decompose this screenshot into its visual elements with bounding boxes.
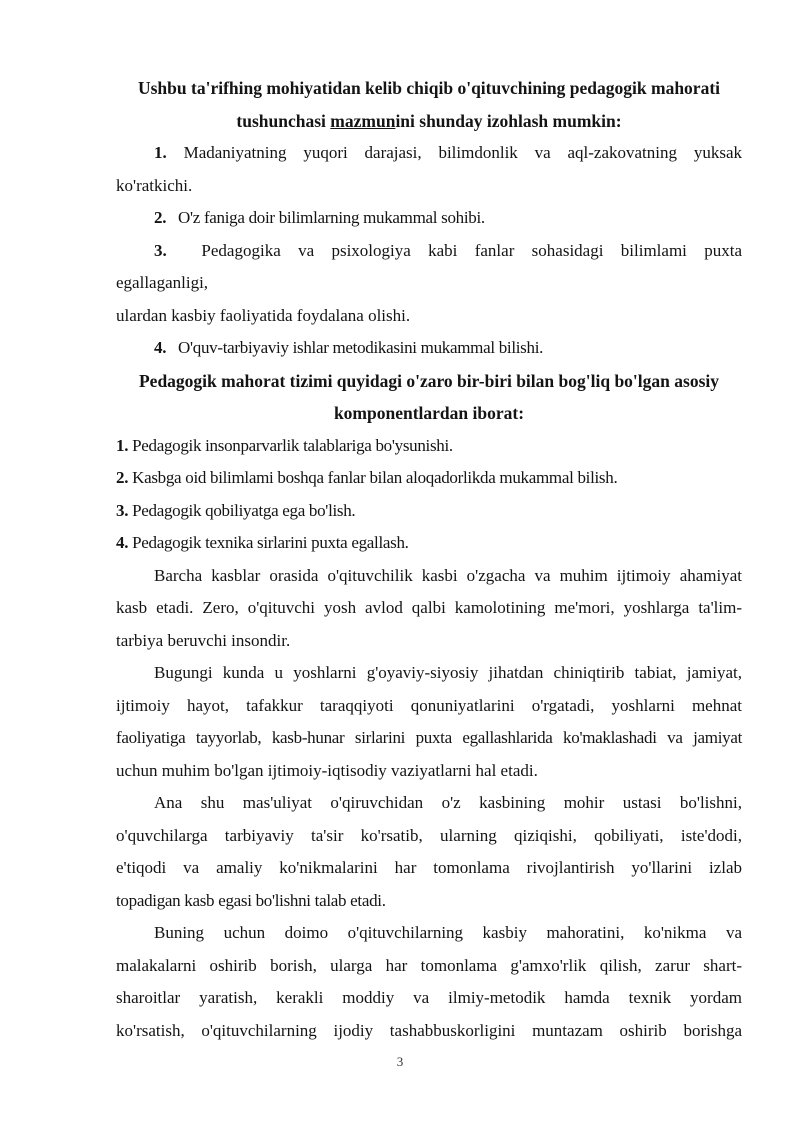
paragraph-3-line-3: e'tiqodi va amaliy ko'nikmalarini har tomonlama rivojlantirish yo'llarini izlab [116,858,742,877]
list1-item-1-number: 1. [154,143,167,162]
paragraph-2-line-2: ijtimoiy hayot, tafakkur taraqqiyoti qonuniyatlarini o'rgatadi, yoshlarni mehnat [116,695,742,715]
list2-item-4 [116,527,742,560]
heading-2-line-1: Pedagogik mahorat tizimi quyidagi o'zaro bir-biri bilan bog'liq bo'lgan asosiy [138,370,719,391]
paragraph-3-line-4: topadigan kasb egasi bo'lishni talab etadi. [116,890,386,910]
list2-item-1 [116,430,742,463]
list2-item-3 [116,495,742,528]
paragraph-4-line-1: Buning uchun doimo o'qituvchilarning kasbiy mahoratini, ko'nikma va [154,923,742,942]
list2-item-4-text: Pedagogik texnika sirlarini puxta egallash. [132,533,409,552]
heading-1-line-1: Ushbu ta'rifhing mohiyatidan kelib chiqib o'qituvchining pedagogik mahorati [137,78,721,98]
paragraph-1-line-1: Barcha kasblar orasida o'qituvchilik kasbi o'zgacha va muhim ijtimoiy ahamiyat [154,565,742,585]
list1-item-2-text: O'z faniga doir bilimlarning mukammal sohibi. [178,208,485,227]
paragraph-4-line-4: ko'rsatish, o'qituvchilarning ijodiy tashabbuskorligini muntazam oshirib borishga [116,1020,742,1040]
list2-item-2-text: Kasbga oid bilimlami boshqa fanlar bilan aloqadorlikda mukammal bilish. [132,468,618,487]
list1-item-3-text: Pedagogika va psixologiya kabi fanlar sohasidagi bilimlami puxta [201,240,742,260]
list2-item-1-text: Pedagogik insonparvarlik talablariga bo'ysunishi. [132,435,453,455]
paragraph-2-line-4: uchun muhim bo'lgan ijtimoiy-iqtisodiy vaziyatlarni hal etadi. [116,760,538,780]
paragraph-2-line-3: faoliyatiga tayyorlab, kasb-hunar sirlarini puxta egallashlarida ko'maklashadi va jamiyat [116,728,742,747]
paragraph-1-line-2: kasb etadi. Zero, o'qituvchi yosh avlod qalbi kamolotining me'mori, yoshlarga ta'lim- [116,598,742,617]
paragraph-3-line-1: Ana shu mas'uliyat o'qiruvchidan o'z kasbining mohir ustasi bo'lishni, [154,793,742,812]
heading-1-text-a: tushunchasi [236,110,331,131]
list1-item-4-text: O'quv-tarbiyaviy ishlar metodikasini mukammal bilishi. [178,338,544,357]
list1-item-4-number: 4. [154,338,167,357]
heading-1-text-b: ini shunday izohlash mumkin: [395,110,622,131]
list2-item-2 [116,462,742,495]
list2-item-1-number: 1. [116,435,129,455]
list1-item-2 [116,202,742,235]
heading-1-line-2 [116,105,742,138]
list1-item-3-line-1 [116,235,742,268]
paragraph-1-line-3: tarbiya beruvchi insondir. [116,630,291,650]
paragraph-4-line-2: malakalarni oshirib borish, ularga har tomonlama g'amxo'rlik qilish, zarur shart- [116,955,742,975]
list1-item-3-number: 3. [154,240,167,260]
list2-item-3-number: 3. [116,500,129,520]
list1-item-1-text: Madaniyatning yuqori darajasi, bilimdonlik va aql-zakovatning yuksak [183,143,742,162]
paragraph-4-line-3: sharoitlar yaratish, kerakli moddiy va ilmiy-metodik hamda texnik yordam [116,988,742,1007]
list2-item-4-number: 4. [116,533,129,552]
list2-item-2-number: 2. [116,468,129,487]
list1-item-3-line-3: ulardan kasbiy faoliyatida foydalana olishi. [116,305,411,325]
heading-2-line-2: komponentlardan iborat: [333,403,525,423]
paragraph-2-line-1: Bugungi kunda u yoshlarni g'oyaviy-siyosiy jihatdan chiniqtirib tabiat, jamiyat, [154,663,742,682]
paragraph-3-line-2: o'quvchilarga tarbiyaviy ta'sir ko'rsatib, ularning qiziqishi, qobiliyati, iste'dodi, [116,825,742,845]
list1-item-2-number: 2. [154,208,167,227]
page-content [116,72,742,1047]
list1-item-1-line-1 [116,137,742,170]
page-number: 3 [396,1054,404,1069]
list1-item-1-line-2: ko'ratkichi. [116,175,193,195]
list2-item-3-text: Pedagogik qobiliyatga ega bo'lish. [132,500,356,520]
list1-item-4 [116,332,742,365]
list1-item-3-line-2: egallaganligi, [116,273,209,292]
heading-1-underlined-word: mazmun [330,110,396,131]
